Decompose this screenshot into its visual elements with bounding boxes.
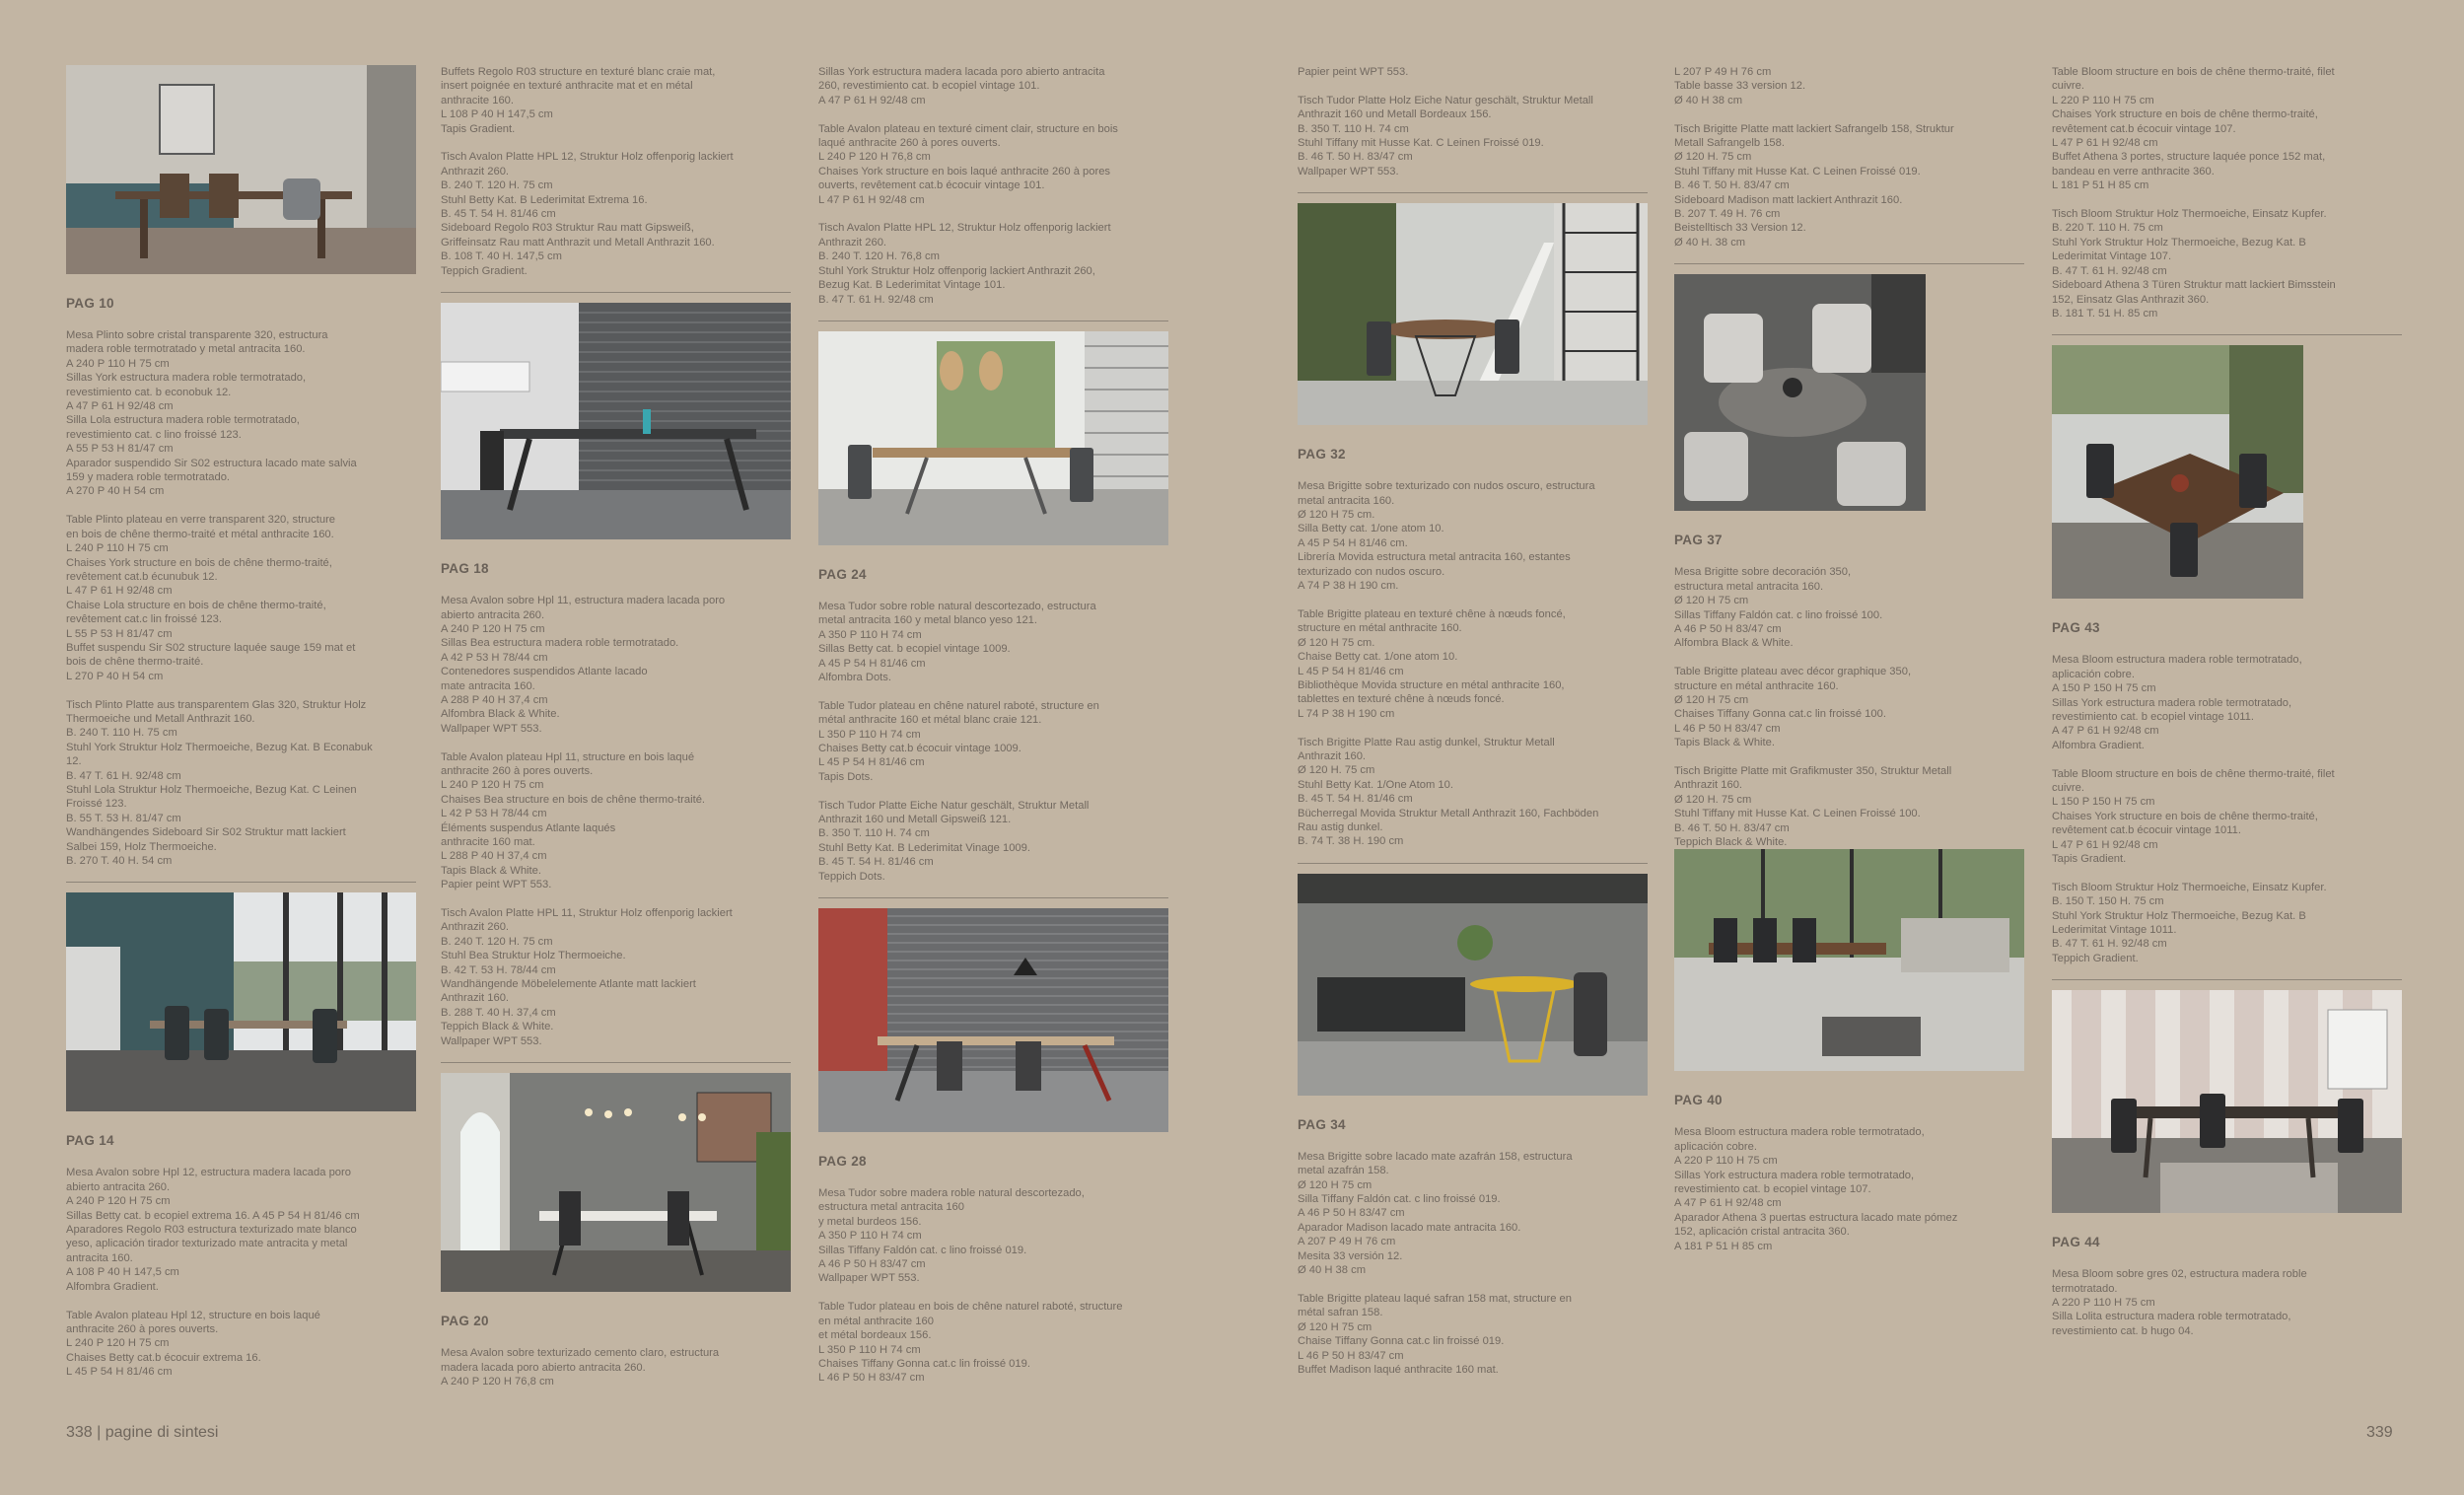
section-divider (2052, 979, 2402, 980)
page-reference: PAG 20 (441, 1314, 489, 1329)
product-photo (2052, 990, 2402, 1213)
product-description: Buffets Regolo R03 structure en texturé blanc craie mat, insert poignée en texturé anthracite mat et en métal anthracite 160. L 108 P 40 H 147,5 cm Tapis Gradient. Tisch Avalon Platte HPL 12, Struktur Holz offenporig lackiert Anthrazit 260. B. 240 T. 120 H. 75 cm Stuhl Betty Kat. B Lederimitat Extrema 16. B. 45 T. 54 H. 81/46 cm Sideboard Regolo R03 Struktur Rau matt Gipsweiß, Griffeinsatz Rau matt Anthrazit und Metall Anthrazit 160. B. 108 T. 40 H. 147,5 cm Teppich Gradient. (441, 66, 734, 277)
product-photo (1298, 874, 1648, 1096)
product-description: Mesa Plinto sobre cristal transparente 320, estructura madera roble termotratado y metal antracita 160. A 240 P 110 H 75 cm Sillas York estructura madera roble termotratado, revestimiento cat. b econobuk 12. A 47 P 61 H 92/48 cm Silla Lola estructura madera roble termotratado, revestimiento cat. c lino froissé 123. A 55 P 53 H 81/47 cm Aparador suspendido Sir S02 estructura lacado mate salvia 159 y madera roble termotratado. A 270 P 40 H 54 cm Table Plinto plateau en verre transparent 320, structure en bois de chêne thermo-traité et métal anthracite 160. L 240 P 110 H 75 cm Chaises York structure en bois de chêne thermo-traité, revêtement cat.b écunubuk 12. L 47 P 61 H 92/48 cm Chaise Lola structure en bois de chêne thermo-traité, revêtement cat.c lin froissé 123. L 55 P 53 H 81/47 cm Buffet suspendu Sir S02 structure laquée sauge 159 mat et bois de chêne thermo-traité. L 270 P 40 H 54 cm Tisch Plinto Platte aus transparentem Glas 320, Struktur Holz Thermoeiche und Metall Anthrazit 160. B. 240 T. 110 H. 75 cm Stuhl York Struktur Holz Thermoeiche, Bezug Kat. B Econabuk 12. B. 47 T. 61 H. 92/48 cm Stuhl Lola Struktur Holz Thermoeiche, Bezug Kat. C Leinen Froissé 123. B. 55 T. 53 H. 81/47 cm Wandhängendes Sideboard Sir S02 Struktur matt lackiert Salbei 159, Holz Thermoeiche. B. 270 T. 40 H. 54 cm (66, 329, 373, 868)
page-reference: PAG 10 (66, 296, 114, 311)
section-divider (818, 320, 1168, 321)
column-4 (1298, 65, 1648, 1377)
page-reference: PAG 44 (2052, 1235, 2100, 1250)
product-description: Mesa Brigitte sobre lacado mate azafrán 158, estructura metal azafrán 158. Ø 120 H 75 cm Silla Tiffany Faldón cat. c lino froissé 019. A 46 P 50 H 83/47 cm Aparador Madison lacado mate antracita 160. A 207 P 49 H 76 cm Mesita 33 versión 12. Ø 40 H 38 cm Table Brigitte plateau laqué safran 158 mat, structure en métal safran 158. Ø 120 H 75 cm Chaise Tiffany Gonna cat.c lin froissé 019. L 46 P 50 H 83/47 cm Buffet Madison laqué anthracite 160 mat. (1298, 1150, 1573, 1376)
product-description: Papier peint WPT 553. Tisch Tudor Platte Holz Eiche Natur geschält, Struktur Metall Anthrazit 160 und Metall Bordeaux 156. B. 350 T. 110 H. 74 cm Stuhl Tiffany mit Husse Kat. C Leinen Froissé 019. B. 46 T. 50 H. 83/47 cm Wallpaper WPT 553. (1298, 66, 1593, 178)
product-photo (66, 65, 416, 274)
page-reference: PAG 34 (1298, 1116, 1346, 1132)
product-description: Sillas York estructura madera lacada poro abierto antracita 260, revestimiento cat. b ecopiel vintage 101. A 47 P 61 H 92/48 cm Table Avalon plateau en texturé ciment clair, structure en bois laqué anthracite 260 à pores ouverts. L 240 P 120 H 76,8 cm Chaises York structure en bois laqué anthracite 260 à pores ouverts, revêtement cat.b écocuir vintage 101. L 47 P 61 H 92/48 cm Tisch Avalon Platte HPL 12, Struktur Holz offenporig lackiert Anthrazit 260. B. 240 T. 120 H. 76,8 cm Stuhl York Struktur Holz offenporig lackiert Anthrazit 260, Bezug Kat. B Lederimitat Vintage 101. B. 47 T. 61 H. 92/48 cm (818, 66, 1118, 306)
page-reference: PAG 37 (1674, 533, 1723, 548)
section-divider (1298, 863, 1648, 864)
section-divider (441, 292, 791, 293)
section-divider (2052, 334, 2402, 335)
product-description: Mesa Bloom estructura madera roble termotratado, aplicación cobre. A 150 P 150 H 75 cm Sillas York estructura madera roble termotratado, revestimiento cat. b ecopiel vintage 1011. A 47 P 61 H 92/48 cm Alfombra Gradient. Table Bloom structure en bois de chêne thermo-traité, filet cuivre. L 150 P 150 H 75 cm Chaises York structure en bois de chêne thermo-traité, revêtement cat.b écocuir vintage 1011. L 47 P 61 H 92/48 cm Tapis Gradient. Tisch Bloom Struktur Holz Thermoeiche, Einsatz Kupfer. B. 150 T. 150 H. 75 cm Stuhl York Struktur Holz Thermoeiche, Bezug Kat. B Lederimitat Vintage 1011. B. 47 T. 61 H. 92/48 cm Teppich Gradient. (2052, 654, 2335, 964)
product-description: Mesa Bloom sobre gres 02, estructura madera roble termotratado. A 220 P 110 H 75 cm Silla Lolita estructura madera roble termotratado, revestimiento cat. b hugo 04. (2052, 1268, 2307, 1337)
section-divider (818, 897, 1168, 898)
page-reference: PAG 43 (2052, 620, 2100, 636)
footer-page-right: 339 (2366, 1424, 2393, 1441)
product-description: Mesa Tudor sobre madera roble natural descortezado, estructura metal antracita 160 y metal burdeos 156. A 350 P 110 H 74 cm Sillas Tiffany Faldón cat. c lino froissé 019. A 46 P 50 H 83/47 cm Wallpaper WPT 553. Table Tudor plateau en bois de chêne naturel raboté, structure en métal anthracite 160 et métal bordeaux 156. L 350 P 110 H 74 cm Chaises Tiffany Gonna cat.c lin froissé 019. L 46 P 50 H 83/47 cm (818, 1187, 1123, 1385)
product-description: Mesa Tudor sobre roble natural descortezado, estructura metal antracita 160 y metal blanco yeso 121. A 350 P 110 H 74 cm Sillas Betty cat. b ecopiel vintage 1009. A 45 P 54 H 81/46 cm Alfombra Dots. Table Tudor plateau en chêne naturel raboté, structure en métal anthracite 160 et métal blanc craie 121. L 350 P 110 H 74 cm Chaises Betty cat.b écocuir vintage 1009. L 45 P 54 H 81/46 cm Tapis Dots. Tisch Tudor Platte Eiche Natur geschält, Struktur Metall Anthrazit 160 und Metall Gipsweiß 121. B. 350 T. 110 H. 74 cm Stuhl Betty Kat. B Lederimitat Vinage 1009. B. 45 T. 54 H. 81/46 cm Teppich Dots. (818, 600, 1099, 883)
product-photo (1674, 849, 2024, 1071)
product-description: Mesa Avalon sobre Hpl 11, estructura madera lacada poro abierto antracita 260. A 240 P 120 H 75 cm Sillas Bea estructura madera roble termotratado. A 42 P 53 H 78/44 cm Contenedores suspendidos Atlante lacado mate antracita 160. A 288 P 40 H 37,4 cm Alfombra Black & White. Wallpaper WPT 553. Table Avalon plateau Hpl 11, structure en bois laqué anthracite 260 à pores ouverts. L 240 P 120 H 75 cm Chaises Bea structure en bois de chêne thermo-traité. L 42 P 53 H 78/44 cm Éléments suspendus Atlante laqués anthracite 160 mat. L 288 P 40 H 37,4 cm Tapis Black & White. Papier peint WPT 553. Tisch Avalon Platte HPL 11, Struktur Holz offenporig lackiert Anthrazit 260. B. 240 T. 120 H. 75 cm Stuhl Bea Struktur Holz Thermoeiche. B. 42 T. 53 H. 78/44 cm Wandhängende Möbelelemente Atlante matt lackiert Anthrazit 160. B. 288 T. 40 H. 37,4 cm Teppich Black & White. Wallpaper WPT 553. (441, 595, 733, 1047)
column-3 (818, 65, 1168, 1386)
section-divider (1298, 192, 1648, 193)
page-reference: PAG 28 (818, 1154, 867, 1170)
column-1 (66, 65, 416, 1380)
product-description: Mesa Avalon sobre Hpl 12, estructura madera lacada poro abierto antracita 260. A 240 P 120 H 75 cm Sillas Betty cat. b ecopiel extrema 16. A 45 P 54 H 81/46 cm Aparadores Regolo R03 estructura texturizado mate blanco yeso, aplicación tirador texturizado mate antracita y metal antracita 160. A 108 P 40 H 147,5 cm Alfombra Gradient. Table Avalon plateau Hpl 12, structure en bois laqué anthracite 260 à pores ouverts. L 240 P 120 H 75 cm Chaises Betty cat.b écocuir extrema 16. L 45 P 54 H 81/46 cm (66, 1167, 360, 1379)
product-description: Mesa Brigitte sobre decoración 350, estructura metal antracita 160. Ø 120 H 75 cm Sillas Tiffany Faldón cat. c lino froissé 100. A 46 P 50 H 83/47 cm Alfombra Black & White. Table Brigitte plateau avec décor graphique 350, structure en métal anthracite 160. Ø 120 H 75 cm Chaises Tiffany Gonna cat.c lin froissé 100. L 46 P 50 H 83/47 cm Tapis Black & White. Tisch Brigitte Platte mit Grafikmuster 350, Struktur Metall Anthrazit 160. Ø 120 H. 75 cm Stuhl Tiffany mit Husse Kat. C Leinen Froissé 100. B. 46 T. 50 H. 83/47 cm Teppich Black & White. (1674, 566, 1952, 848)
product-photo (2052, 345, 2303, 599)
column-2 (441, 65, 791, 1388)
product-description: Mesa Bloom estructura madera roble termotratado, aplicación cobre. A 220 P 110 H 75 cm Sillas York estructura madera roble termotratado, revestimiento cat. b ecopiel vintage 107. A 47 P 61 H 92/48 cm Aparador Athena 3 puertas estructura lacado mate pómez 152, aplicación cristal antracita 360. A 181 P 51 H 85 cm (1674, 1126, 1958, 1252)
column-6 (2052, 65, 2402, 1338)
page-reference: PAG 40 (1674, 1093, 1723, 1108)
column-5 (1674, 65, 2024, 1253)
product-photo (441, 1073, 791, 1292)
page-reference: PAG 24 (818, 566, 867, 582)
product-photo (818, 331, 1168, 545)
product-description: Mesa Avalon sobre texturizado cemento claro, estructura madera lacada poro abierto antracita 260. A 240 P 120 H 76,8 cm (441, 1347, 720, 1388)
product-description: Table Bloom structure en bois de chêne thermo-traité, filet cuivre. L 220 P 110 H 75 cm Chaises York structure en bois de chêne thermo-traité, revêtement cat.b écocuir vintage 107. L 47 P 61 H 92/48 cm Buffet Athena 3 portes, structure laquée ponce 152 mat, bandeau en verre anthracite 360. L 181 P 51 H 85 cm Tisch Bloom Struktur Holz Thermoeiche, Einsatz Kupfer. B. 220 T. 110 H. 75 cm Stuhl York Struktur Holz Thermoeiche, Bezug Kat. B Lederimitat Vintage 107. B. 47 T. 61 H. 92/48 cm Sideboard Athena 3 Türen Struktur matt lackiert Bimsstein 152, Einsatz Glas Anthrazit 360. B. 181 T. 51 H. 85 cm (2052, 66, 2336, 320)
footer-page-left: 338 | pagine di sintesi (66, 1424, 219, 1441)
product-photo (66, 892, 416, 1111)
section-divider (441, 1062, 791, 1063)
product-photo (1298, 203, 1648, 425)
product-photo (1674, 274, 1926, 511)
page-reference: PAG 32 (1298, 447, 1346, 463)
product-description: L 207 P 49 H 76 cm Table basse 33 version 12. Ø 40 H 38 cm Tisch Brigitte Platte matt lackiert Safrangelb 158, Struktur Metall Safrangelb 158. Ø 120 H. 75 cm Stuhl Tiffany mit Husse Kat. C Leinen Froissé 019. B. 46 T. 50 H. 83/47 cm Sideboard Madison matt lackiert Anthrazit 160. B. 207 T. 49 H. 76 cm Beistelltisch 33 Version 12. Ø 40 H. 38 cm (1674, 66, 1954, 249)
page-reference: PAG 18 (441, 561, 489, 577)
section-divider (1674, 263, 2024, 264)
product-photo (441, 303, 791, 539)
section-divider (66, 882, 416, 883)
product-description: Mesa Brigitte sobre texturizado con nudos oscuro, estructura metal antracita 160. Ø 120 H 75 cm. Silla Betty cat. 1/one atom 10. A 45 P 54 H 81/46 cm. Librería Movida estructura metal antracita 160, estantes texturizado con nudos oscuro. A 74 P 38 H 190 cm. Table Brigitte plateau en texturé chêne à nœuds foncé, structure en métal anthracite 160. Ø 120 H 75 cm. Chaise Betty cat. 1/one atom 10. L 45 P 54 H 81/46 cm Bibliothèque Movida structure en métal anthracite 160, tablettes en texturé chêne à nœuds foncé. L 74 P 38 H 190 cm Tisch Brigitte Platte Rau astig dunkel, Struktur Metall Anthrazit 160. Ø 120 H. 75 cm Stuhl Betty Kat. 1/One Atom 10. B. 45 T. 54 H. 81/46 cm Bücherregal Movida Struktur Metall Anthrazit 160, Fachböden Rau astig dunkel. B. 74 T. 38 H. 190 cm (1298, 480, 1599, 848)
page-reference: PAG 14 (66, 1133, 114, 1149)
product-photo (818, 908, 1168, 1132)
